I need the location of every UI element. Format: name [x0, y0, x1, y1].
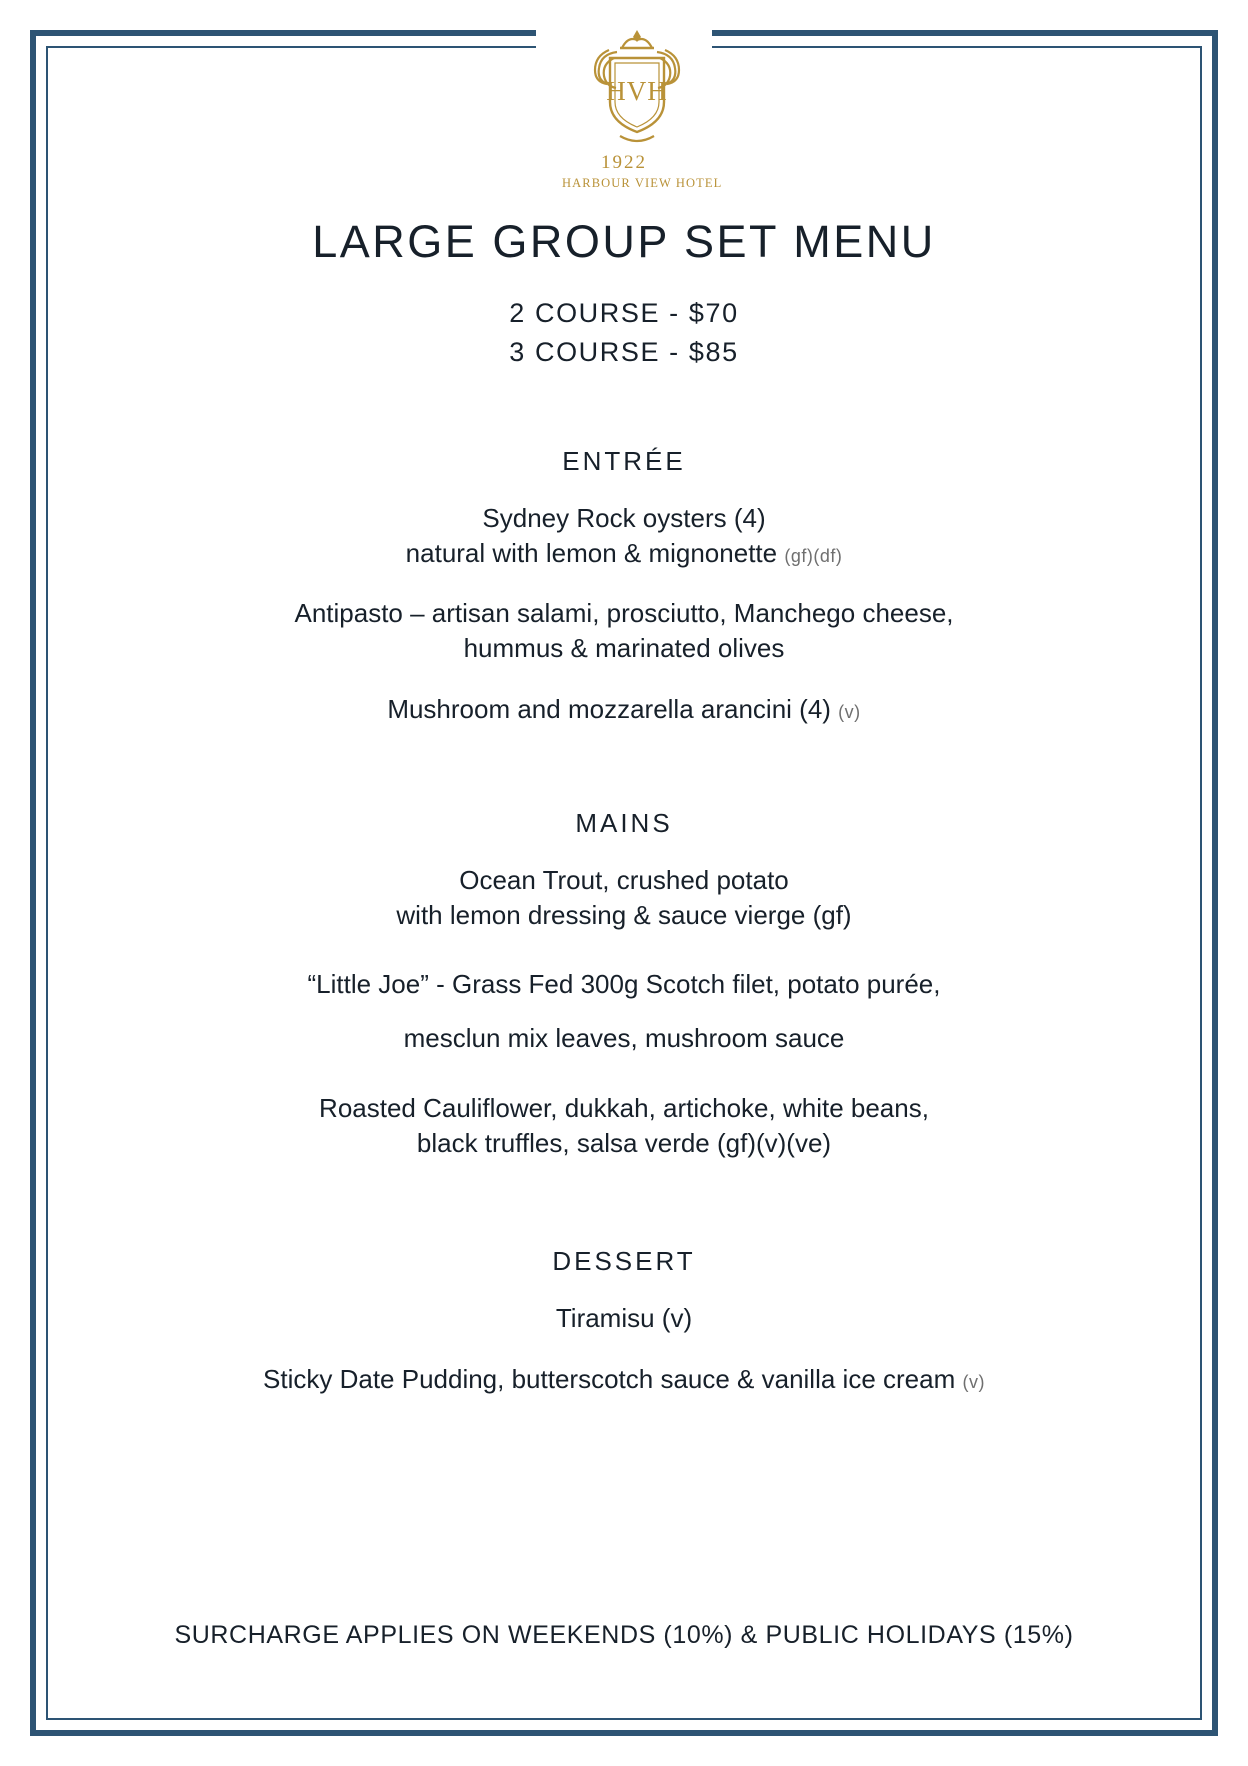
menu-item [80, 1091, 1168, 1160]
logo-block [536, 18, 723, 195]
section-title-dessert: DESSERT [552, 1246, 696, 1277]
page-title: LARGE GROUP SET MENU [312, 216, 936, 267]
menu-item-line1: Mushroom and mozzarella arancini (4) [387, 693, 839, 724]
section-title-entree: ENTRÉE [562, 446, 686, 477]
menu-content [80, 216, 1168, 1396]
menu-item [80, 863, 1168, 932]
section-mains [80, 808, 1168, 1160]
brand-logo [0, 18, 1248, 195]
menu-item-line2: hummus & marinated olives [463, 633, 785, 664]
svg-text:HVH: HVH [606, 76, 668, 106]
dietary-tag: (gf)(df) [784, 545, 843, 566]
section-dessert [80, 1246, 1168, 1396]
menu-item-line1: Antipasto – artisan salami, prosciutto, Manchego cheese, [294, 598, 954, 629]
section-entree [80, 446, 1168, 726]
menu-item [80, 1362, 1168, 1397]
menu-item-line2: natural with lemon & mignonette [405, 537, 785, 568]
logo-year: 1922 [601, 152, 647, 173]
menu-item [80, 1301, 1168, 1336]
menu-item [80, 501, 1168, 570]
price-three-course: 3 COURSE - $85 [509, 337, 739, 368]
logo-hotel-name: HARBOUR VIEW HOTEL [562, 176, 723, 190]
menu-item-line1: Tiramisu (v) [555, 1303, 693, 1334]
menu-item-line2: mesclun mix leaves, mushroom sauce [403, 1022, 845, 1053]
menu-item-line2: with lemon dressing & sauce vierge (gf) [396, 899, 852, 930]
dietary-tag: (v) [962, 1371, 985, 1392]
surcharge-note: SURCHARGE APPLIES ON WEEKENDS (10%) & PUBLIC HOLIDAYS (15%) [174, 1621, 1074, 1649]
price-two-course: 2 COURSE - $70 [509, 298, 739, 328]
dietary-tag: (v) [838, 701, 861, 722]
menu-item-line1: Sydney Rock oysters (4) [482, 503, 766, 534]
menu-item-line1: Ocean Trout, crushed potato [459, 865, 789, 896]
menu-item-line1: “Little Joe” - Grass Fed 300g Scotch filet, potato purée, [307, 969, 941, 1000]
menu-item-line2: black truffles, salsa verde (gf)(v)(ve) [416, 1127, 832, 1158]
hotel-crest-icon [562, 24, 712, 154]
section-title-mains: MAINS [575, 808, 673, 839]
menu-item-line1: Sticky Date Pudding, butterscotch sauce & vanilla ice cream [263, 1363, 963, 1394]
menu-item [80, 596, 1168, 665]
menu-item [80, 958, 1168, 1065]
menu-item-line1: Roasted Cauliflower, dukkah, artichoke, white beans, [319, 1092, 929, 1123]
menu-item [80, 692, 1168, 727]
